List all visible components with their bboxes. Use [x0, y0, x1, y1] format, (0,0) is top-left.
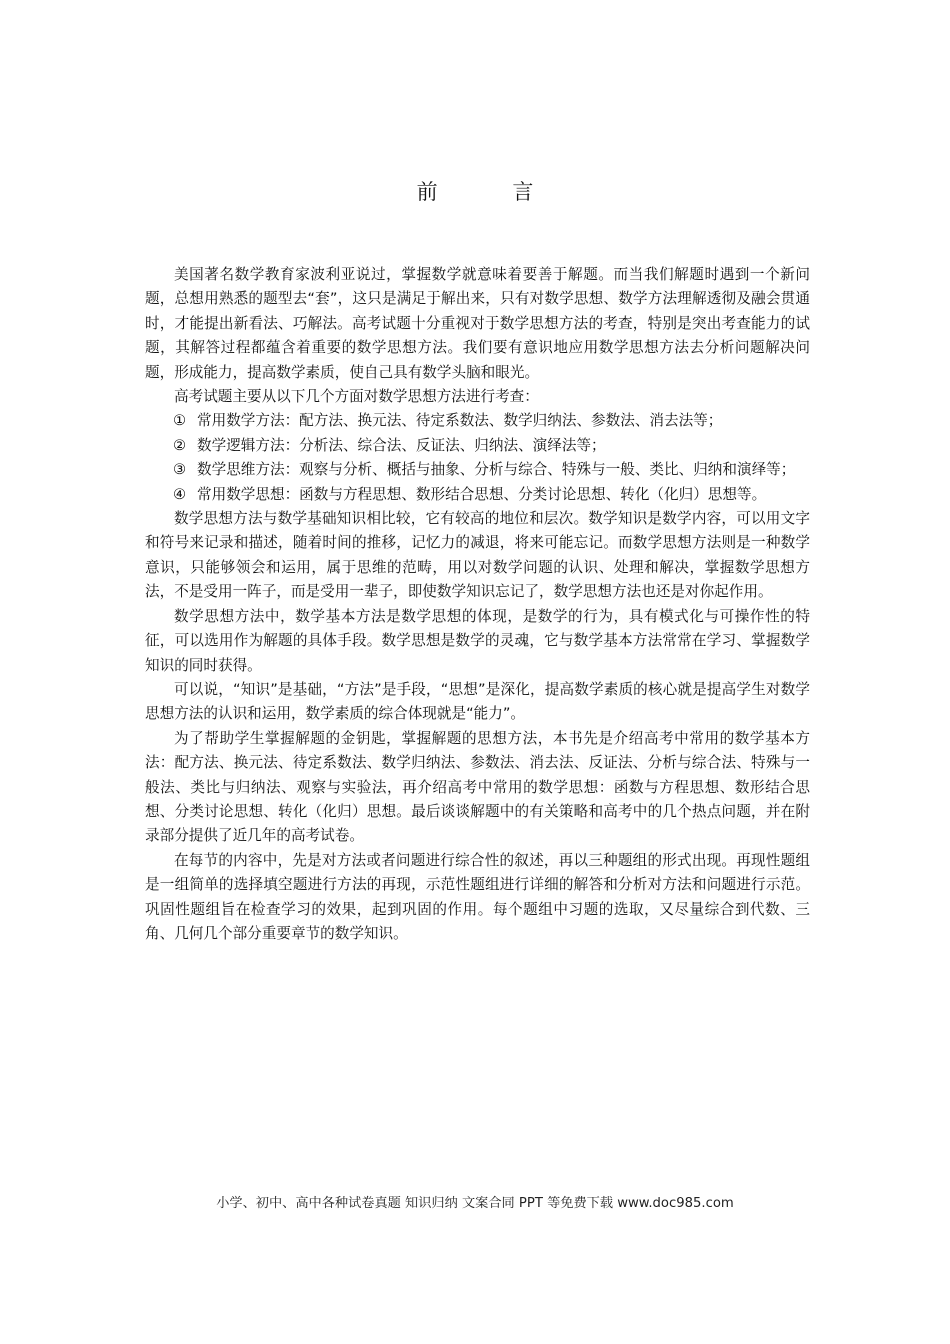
paragraph-basic-methods: 数学思想方法中，数学基本方法是数学思想的体现，是数学的行为，具有模式化与可操作性的特征，可以选用作为解题的具体手段。数学思想是数学的灵魂，它与数学基本方法常常在学习、掌握数学知识的同时获得。 — [145, 607, 810, 674]
list-marker: ③ — [173, 461, 187, 479]
page-footer: 小学、初中、高中各种试卷真题 知识归纳 文案合同 PPT 等免费下载 www.doc985.com — [216, 1196, 734, 1211]
list-item-logic — [145, 434, 810, 458]
list-marker: ④ — [173, 485, 187, 503]
document-body — [145, 263, 810, 946]
paragraph-section-structure: 在每节的内容中，先是对方法或者问题进行综合性的叙述，再以三种题组的形式出现。再现性题组是一组简单的选择填空题进行方法的再现，示范性题组进行详细的解答和分析对方法和问题进行示范。巩固性题组旨在检查学习的效果，起到巩固的作用。每个题组中习题的选取，又尽量综合到代数、三角、几何几个部分重要章节的数学知识。 — [145, 851, 810, 942]
list-item-text: 数学思维方法：观察与分析、概括与抽象、分析与综合、特殊与一般、类比、归纳和演绎等； — [197, 461, 796, 479]
list-item-text: 常用数学方法：配方法、换元法、待定系数法、数学归纳法、参数法、消去法等； — [197, 412, 723, 430]
paragraph-ability: 可以说，“知识”是基础，“方法”是手段，“思想”是深化，提高数学素质的核心就是提高学生对数学思想方法的认识和运用，数学素质的综合体现就是“能力”。 — [145, 680, 810, 723]
page-title: 前 言 — [416, 180, 568, 204]
paragraph-book-contents: 为了帮助学生掌握解题的金钥匙，掌握解题的思想方法，本书先是介绍高考中常用的数学基本方法：配方法、换元法、待定系数法、数学归纳法、参数法、消去法、反证法、分析与综合法、特殊与一般法、类比与归纳法、观察与实验法，再介绍高考中常用的数学思想：函数与方程思想、数形结合思想、分类讨论思想、转化（化归）思想。最后谈谈解题中的有关策略和高考中的几个热点问题，并在附录部分提供了近几年的高考试卷。 — [145, 729, 810, 845]
list-item-text: 常用数学思想：函数与方程思想、数形结合思想、分类讨论思想、转化（化归）思想等。 — [197, 485, 767, 503]
paragraph-knowledge: 数学思想方法与数学基础知识相比较，它有较高的地位和层次。数学知识是数学内容，可以用文字和符号来记录和描述，随着时间的推移，记忆力的减退，将来可能忘记。而数学思想方法则是一种数学意识，只能够领会和运用，属于思维的范畴，用以对数学问题的认识、处理和解决，掌握数学思想方法，不是受用一阵子，而是受用一辈子，即使数学知识忘记了，数学思想方法也还是对你起作用。 — [145, 510, 810, 601]
paragraph-exam-aspects: 高考试题主要从以下几个方面对数学思想方法进行考查： — [174, 388, 539, 406]
list-item-text: 数学逻辑方法：分析法、综合法、反证法、归纳法、演绎法等； — [197, 436, 606, 454]
list-item-thinking — [145, 458, 810, 482]
list-item-ideas — [145, 483, 810, 507]
list-marker: ② — [173, 436, 187, 454]
paragraph-intro: 美国著名数学教育家波利亚说过，掌握数学就意味着要善于解题。而当我们解题时遇到一个新问题，总想用熟悉的题型去“套”，这只是满足于解出来，只有对数学思想、数学方法理解透彻及融会贯通时，才能提出新看法、巧解法。高考试题十分重视对于数学思想方法的考查，特别是突出考查能力的试题，其解答过程都蕴含着重要的数学思想方法。我们要有意识地应用数学思想方法去分析问题解决问题，形成能力，提高数学素质，使自己具有数学头脑和眼光。 — [145, 266, 810, 381]
list-marker: ① — [173, 412, 187, 430]
list-item-methods — [145, 409, 810, 433]
